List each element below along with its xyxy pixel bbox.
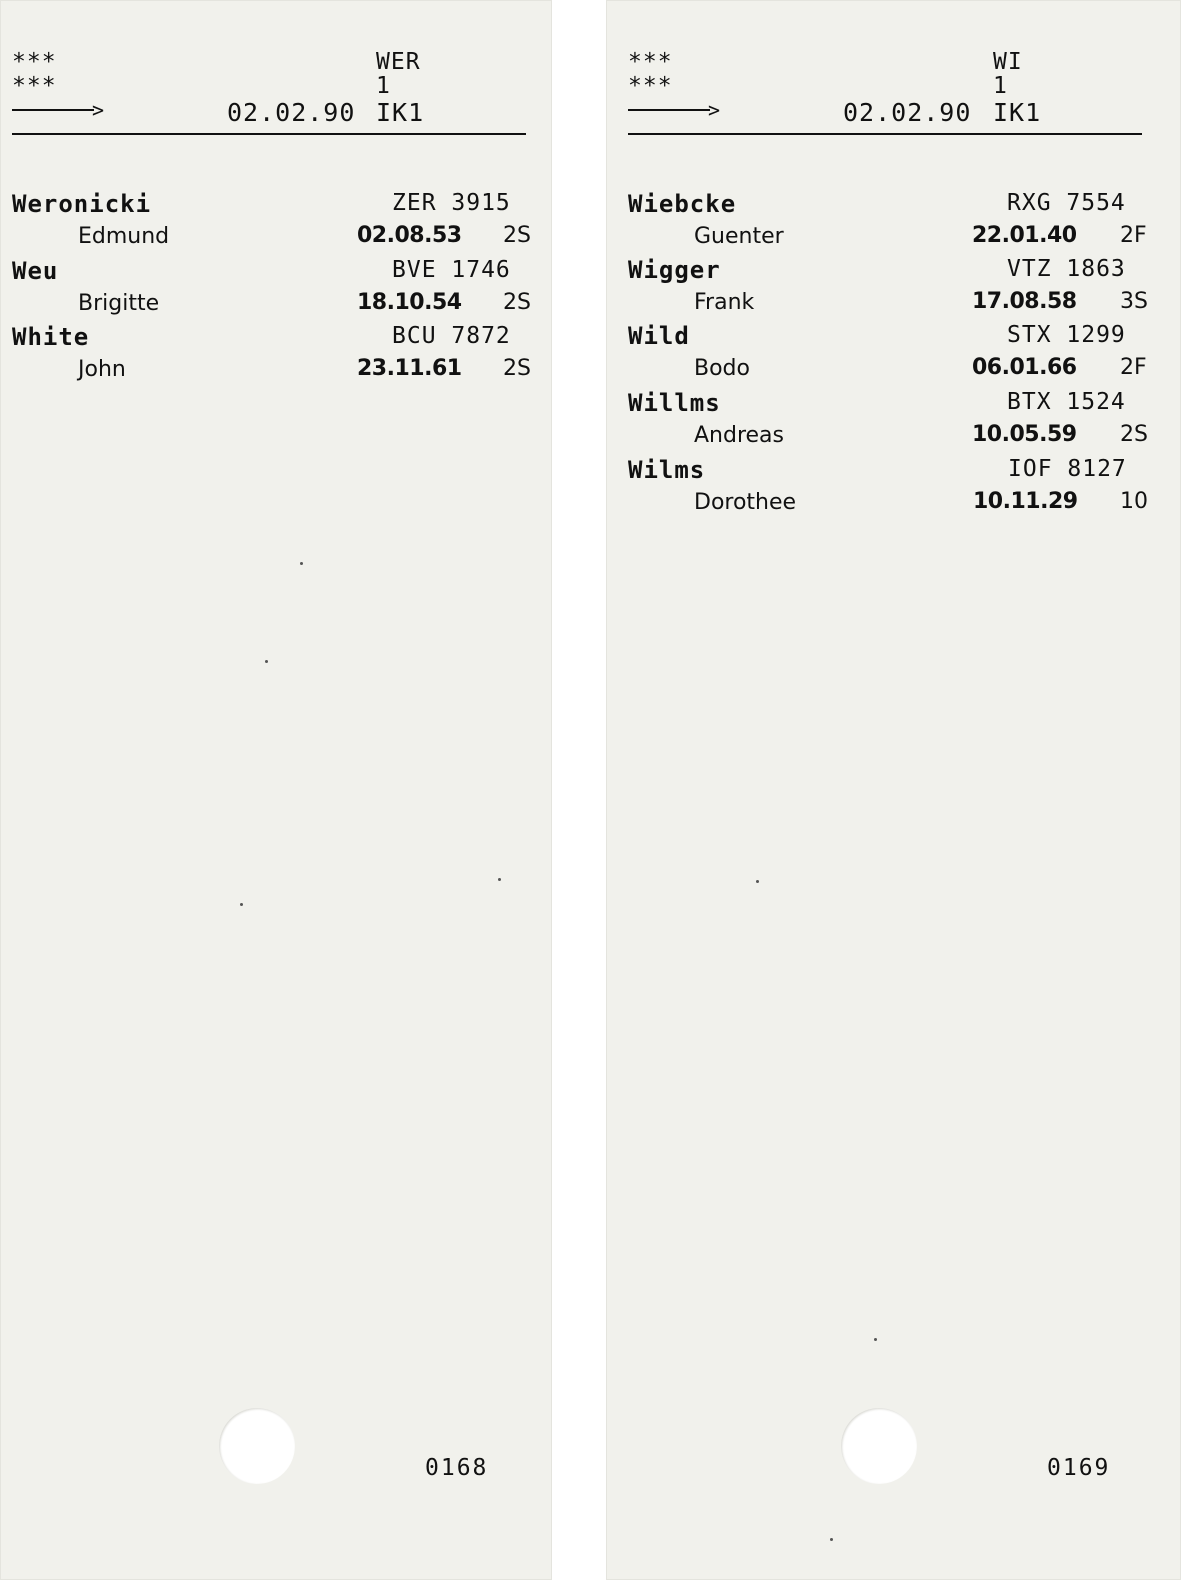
- header-office: IK1: [376, 98, 425, 127]
- group-code: 2S: [503, 223, 531, 248]
- birth-date: 10.11.29: [973, 489, 1078, 514]
- header-divider: [628, 133, 1142, 135]
- header-date: 02.02.90: [227, 98, 356, 127]
- stars-line: ***: [12, 73, 57, 99]
- given-name: Frank: [694, 290, 755, 315]
- surname: Wiebcke: [628, 190, 737, 218]
- plate-number: BTX 1524: [1007, 389, 1126, 415]
- surname: Wilms: [628, 456, 706, 484]
- birth-date: 18.10.54: [357, 290, 462, 315]
- header-code: WI: [993, 49, 1023, 75]
- header-date: 02.02.90: [843, 98, 972, 127]
- punch-hole: [219, 1408, 295, 1484]
- given-name: Andreas: [694, 423, 784, 448]
- group-code: 2F: [1120, 355, 1147, 380]
- surname: Willms: [628, 389, 721, 417]
- stars-line: ***: [12, 49, 57, 75]
- plate-number: VTZ 1863: [1007, 256, 1126, 282]
- given-name: John: [78, 357, 126, 382]
- birth-date: 22.01.40: [972, 223, 1077, 248]
- birth-date: 17.08.58: [972, 289, 1077, 314]
- group-code: 2S: [503, 290, 531, 315]
- header-code-number: 1: [993, 73, 1008, 99]
- group-code: 2F: [1120, 223, 1147, 248]
- header-code-block: [376, 50, 421, 98]
- given-name: Dorothee: [694, 490, 797, 515]
- surname: Weu: [12, 257, 59, 285]
- arrow-icon: >: [12, 101, 106, 119]
- given-name: Brigitte: [78, 291, 160, 316]
- card-number: 0168: [425, 1455, 489, 1481]
- stars-line: ***: [628, 49, 673, 75]
- surname: White: [12, 323, 90, 351]
- plate-number: STX 1299: [1007, 322, 1126, 348]
- group-code: 2S: [503, 356, 531, 381]
- header-code-number: 1: [376, 73, 391, 99]
- birth-date: 06.01.66: [972, 355, 1077, 380]
- plate-number: BVE 1746: [392, 257, 511, 283]
- plate-number: RXG 7554: [1007, 190, 1126, 216]
- plate-number: BCU 7872: [392, 323, 511, 349]
- card-number: 0169: [1047, 1455, 1111, 1481]
- group-code: 10: [1120, 489, 1148, 514]
- punch-hole: [841, 1408, 917, 1484]
- surname: Wigger: [628, 256, 721, 284]
- plate-number: IOF 8127: [1008, 456, 1127, 482]
- header-stars: [628, 50, 673, 98]
- plate-number: ZER 3915: [392, 190, 511, 216]
- header-divider: [12, 133, 526, 135]
- surname: Wild: [628, 322, 690, 350]
- header-stars: [12, 50, 57, 98]
- birth-date: 02.08.53: [357, 223, 462, 248]
- header-code: WER: [376, 49, 421, 75]
- index-card-right: [606, 0, 1181, 1580]
- given-name: Guenter: [694, 224, 784, 249]
- arrow-icon: >: [628, 101, 722, 119]
- given-name: Edmund: [78, 224, 170, 249]
- group-code: 2S: [1120, 422, 1148, 447]
- header-office: IK1: [993, 98, 1042, 127]
- index-card-left: [0, 0, 552, 1580]
- surname: Weronicki: [12, 190, 152, 218]
- given-name: Bodo: [694, 356, 750, 381]
- header-code-block: [993, 50, 1023, 98]
- birth-date: 23.11.61: [357, 356, 462, 381]
- stars-line: ***: [628, 73, 673, 99]
- birth-date: 10.05.59: [972, 422, 1077, 447]
- group-code: 3S: [1120, 289, 1148, 314]
